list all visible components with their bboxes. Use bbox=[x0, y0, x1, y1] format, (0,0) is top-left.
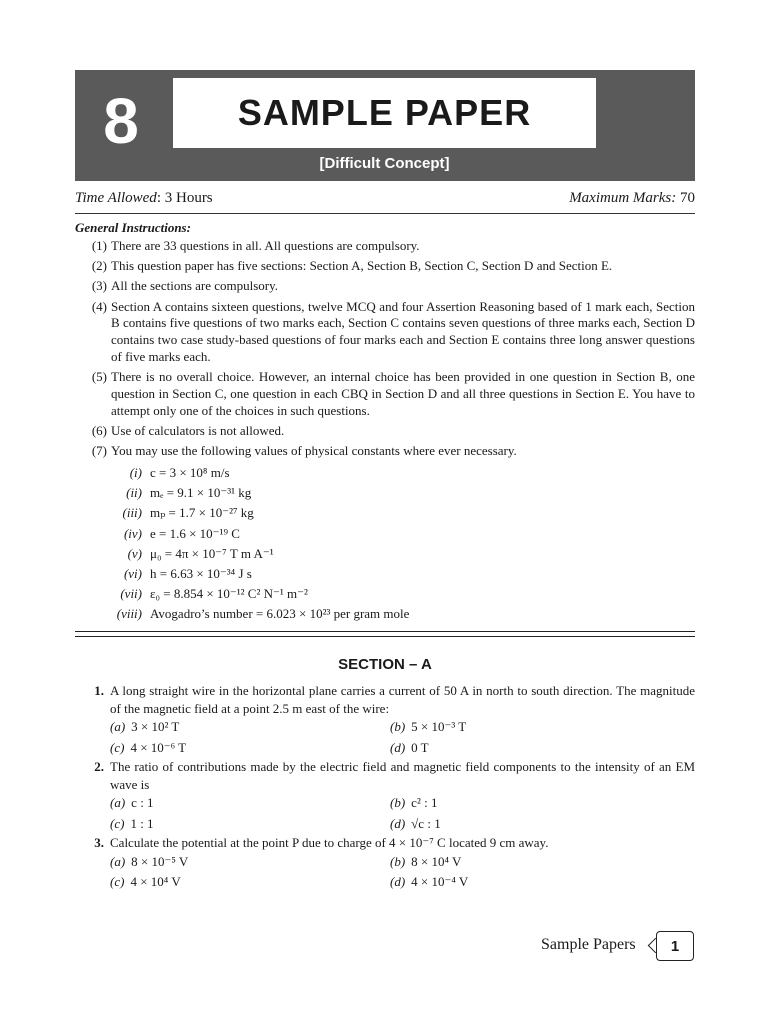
instruction-item bbox=[75, 258, 695, 275]
constant-value: h = 6.63 × 10⁻³⁴ J s bbox=[150, 565, 252, 581]
option-text: c : 1 bbox=[131, 795, 154, 810]
double-divider bbox=[75, 631, 695, 637]
constant-item bbox=[108, 564, 409, 584]
page-number: 1 bbox=[656, 931, 694, 961]
instruction-item bbox=[75, 369, 695, 419]
instruction-number: (7) bbox=[91, 443, 107, 459]
question-number: 3. bbox=[94, 835, 104, 850]
time-allowed bbox=[75, 190, 213, 207]
option-text: 3 × 10² T bbox=[131, 719, 180, 734]
option-label: (b) bbox=[390, 795, 406, 810]
option bbox=[110, 852, 390, 873]
constant-value: ε₀ = 8.854 × 10⁻¹² C² N⁻¹ m⁻² bbox=[150, 586, 308, 602]
constant-item bbox=[108, 524, 409, 544]
marks-value: 70 bbox=[676, 190, 695, 206]
constant-item bbox=[108, 604, 409, 624]
constant-index: (viii) bbox=[116, 606, 142, 622]
instruction-number: (1) bbox=[91, 238, 107, 253]
constant-value: Avogadro’s number = 6.023 × 10²³ per gram mole bbox=[150, 606, 410, 622]
constant-value: mₚ = 1.7 × 10⁻²⁷ kg bbox=[150, 505, 254, 521]
marks-label: Maximum Marks: bbox=[569, 190, 677, 206]
instruction-text: You may use the following values of physical constants where ever necessary. bbox=[111, 443, 517, 459]
constant-value: c = 3 × 10⁸ m/s bbox=[150, 465, 230, 480]
option bbox=[110, 872, 390, 893]
constant-item bbox=[108, 503, 409, 523]
instructions-title: General Instructions: bbox=[75, 220, 191, 235]
question bbox=[84, 834, 695, 893]
option-label: (a) bbox=[110, 795, 126, 810]
constant-item bbox=[108, 544, 409, 564]
option bbox=[110, 793, 390, 814]
constant-item bbox=[108, 584, 409, 604]
question-number: 2. bbox=[94, 759, 104, 774]
constants-list bbox=[108, 463, 409, 625]
option bbox=[110, 814, 390, 835]
instruction-item bbox=[75, 443, 695, 460]
option bbox=[390, 738, 670, 759]
option-label: (a) bbox=[110, 853, 126, 869]
constant-item bbox=[108, 463, 409, 483]
option-label: (b) bbox=[390, 719, 406, 734]
instruction-number: (3) bbox=[91, 278, 107, 294]
divider bbox=[75, 213, 695, 214]
instruction-item bbox=[75, 238, 695, 255]
instruction-item bbox=[75, 278, 695, 295]
option-label: (d) bbox=[390, 739, 406, 755]
question-text: A long straight wire in the horizontal plane carries a current of 50 A in north to south direction. The magnitude of the magnetic field at a point 2.5 m east of the wire: bbox=[110, 683, 695, 716]
option-text: 5 × 10⁻³ T bbox=[411, 719, 467, 734]
option-label: (c) bbox=[110, 739, 125, 755]
constant-item bbox=[108, 483, 409, 503]
constant-value: mₑ = 9.1 × 10⁻³¹ kg bbox=[150, 485, 252, 501]
instruction-text: There are 33 questions in all. All questions are compulsory. bbox=[111, 238, 420, 253]
constant-index: (iv) bbox=[123, 525, 142, 541]
option bbox=[390, 872, 670, 893]
exam-meta bbox=[75, 190, 695, 207]
time-label: Time Allowed bbox=[75, 190, 157, 206]
instruction-item bbox=[75, 423, 695, 440]
option bbox=[390, 814, 670, 835]
instruction-item bbox=[75, 299, 695, 366]
time-value: : 3 Hours bbox=[156, 190, 213, 206]
instruction-number: (6) bbox=[91, 422, 107, 438]
option-text: 1 : 1 bbox=[130, 815, 154, 831]
constant-index: (vii) bbox=[120, 586, 142, 602]
instruction-text: All the sections are compulsory. bbox=[111, 278, 279, 294]
constant-index: (v) bbox=[127, 545, 142, 561]
option bbox=[110, 738, 390, 759]
option-label: (d) bbox=[390, 815, 406, 831]
question bbox=[84, 682, 695, 758]
instruction-text: This question paper has five sections: Section A, Section B, Section C, Section D and Section E. bbox=[111, 258, 613, 274]
option-text: 4 × 10⁴ V bbox=[130, 874, 181, 889]
option-label: (a) bbox=[110, 719, 126, 734]
questions-list bbox=[84, 682, 695, 893]
constant-index: (vi) bbox=[123, 565, 142, 581]
option-text: 4 × 10⁻⁶ T bbox=[130, 739, 187, 755]
instruction-text: Section A contains sixteen questions, twelve MCQ and four Assertion Reasoning based of 1 mark each, Section B contains five questions of two marks each, Section C contains seven questions of three marks each, Section D contains two case study-based questions of four marks each and Section E contains three long answer questions of five marks each. bbox=[111, 298, 695, 364]
option-text: c² : 1 bbox=[411, 795, 438, 810]
option bbox=[390, 793, 670, 814]
option bbox=[390, 852, 670, 873]
instruction-text: Use of calculators is not allowed. bbox=[111, 422, 285, 438]
question bbox=[84, 758, 695, 834]
maximum-marks bbox=[569, 190, 695, 207]
constant-index: (iii) bbox=[122, 505, 142, 521]
constant-index: (ii) bbox=[126, 485, 142, 501]
option bbox=[110, 717, 390, 738]
option-text: √c : 1 bbox=[411, 815, 441, 831]
instruction-number: (2) bbox=[91, 258, 107, 274]
section-title: SECTION – A bbox=[338, 656, 432, 673]
question-text: The ratio of contributions made by the electric field and magnetic field components to the intensity of an EM wave is bbox=[110, 759, 695, 792]
option-label: (b) bbox=[390, 853, 406, 869]
question-number: 1. bbox=[94, 683, 104, 698]
instructions-list bbox=[75, 238, 695, 463]
header-banner bbox=[75, 70, 695, 181]
option-text: 0 T bbox=[411, 739, 429, 755]
option-text: 8 × 10⁻⁵ V bbox=[131, 853, 189, 869]
instruction-number: (5) bbox=[91, 369, 107, 385]
option-text: 4 × 10⁻⁴ V bbox=[411, 874, 469, 889]
option-label: (c) bbox=[110, 874, 125, 889]
instruction-number: (4) bbox=[91, 298, 107, 314]
constant-value: e = 1.6 × 10⁻¹⁹ C bbox=[150, 525, 240, 541]
paper-number: 8 bbox=[103, 85, 139, 157]
constant-index: (i) bbox=[129, 465, 142, 480]
question-text: Calculate the potential at the point P due to charge of 4 × 10⁻⁷ C located 9 cm away. bbox=[110, 835, 549, 850]
footer-label: Sample Papers bbox=[541, 936, 636, 953]
paper-subtitle: [Difficult Concept] bbox=[319, 155, 450, 172]
option-label: (d) bbox=[390, 874, 406, 889]
option-label: (c) bbox=[110, 815, 125, 831]
option-text: 8 × 10⁴ V bbox=[411, 853, 462, 869]
option bbox=[390, 717, 670, 738]
instruction-text: There is no overall choice. However, an internal choice has been provided in one question in Section B, one question in Section C, one question in each CBQ in Section D and all three questions in Section E. You have to attempt only one of the choices in such questions. bbox=[111, 369, 695, 418]
constant-value: μ₀ = 4π × 10⁻⁷ T m A⁻¹ bbox=[150, 545, 274, 561]
paper-title: SAMPLE PAPER bbox=[173, 78, 596, 148]
